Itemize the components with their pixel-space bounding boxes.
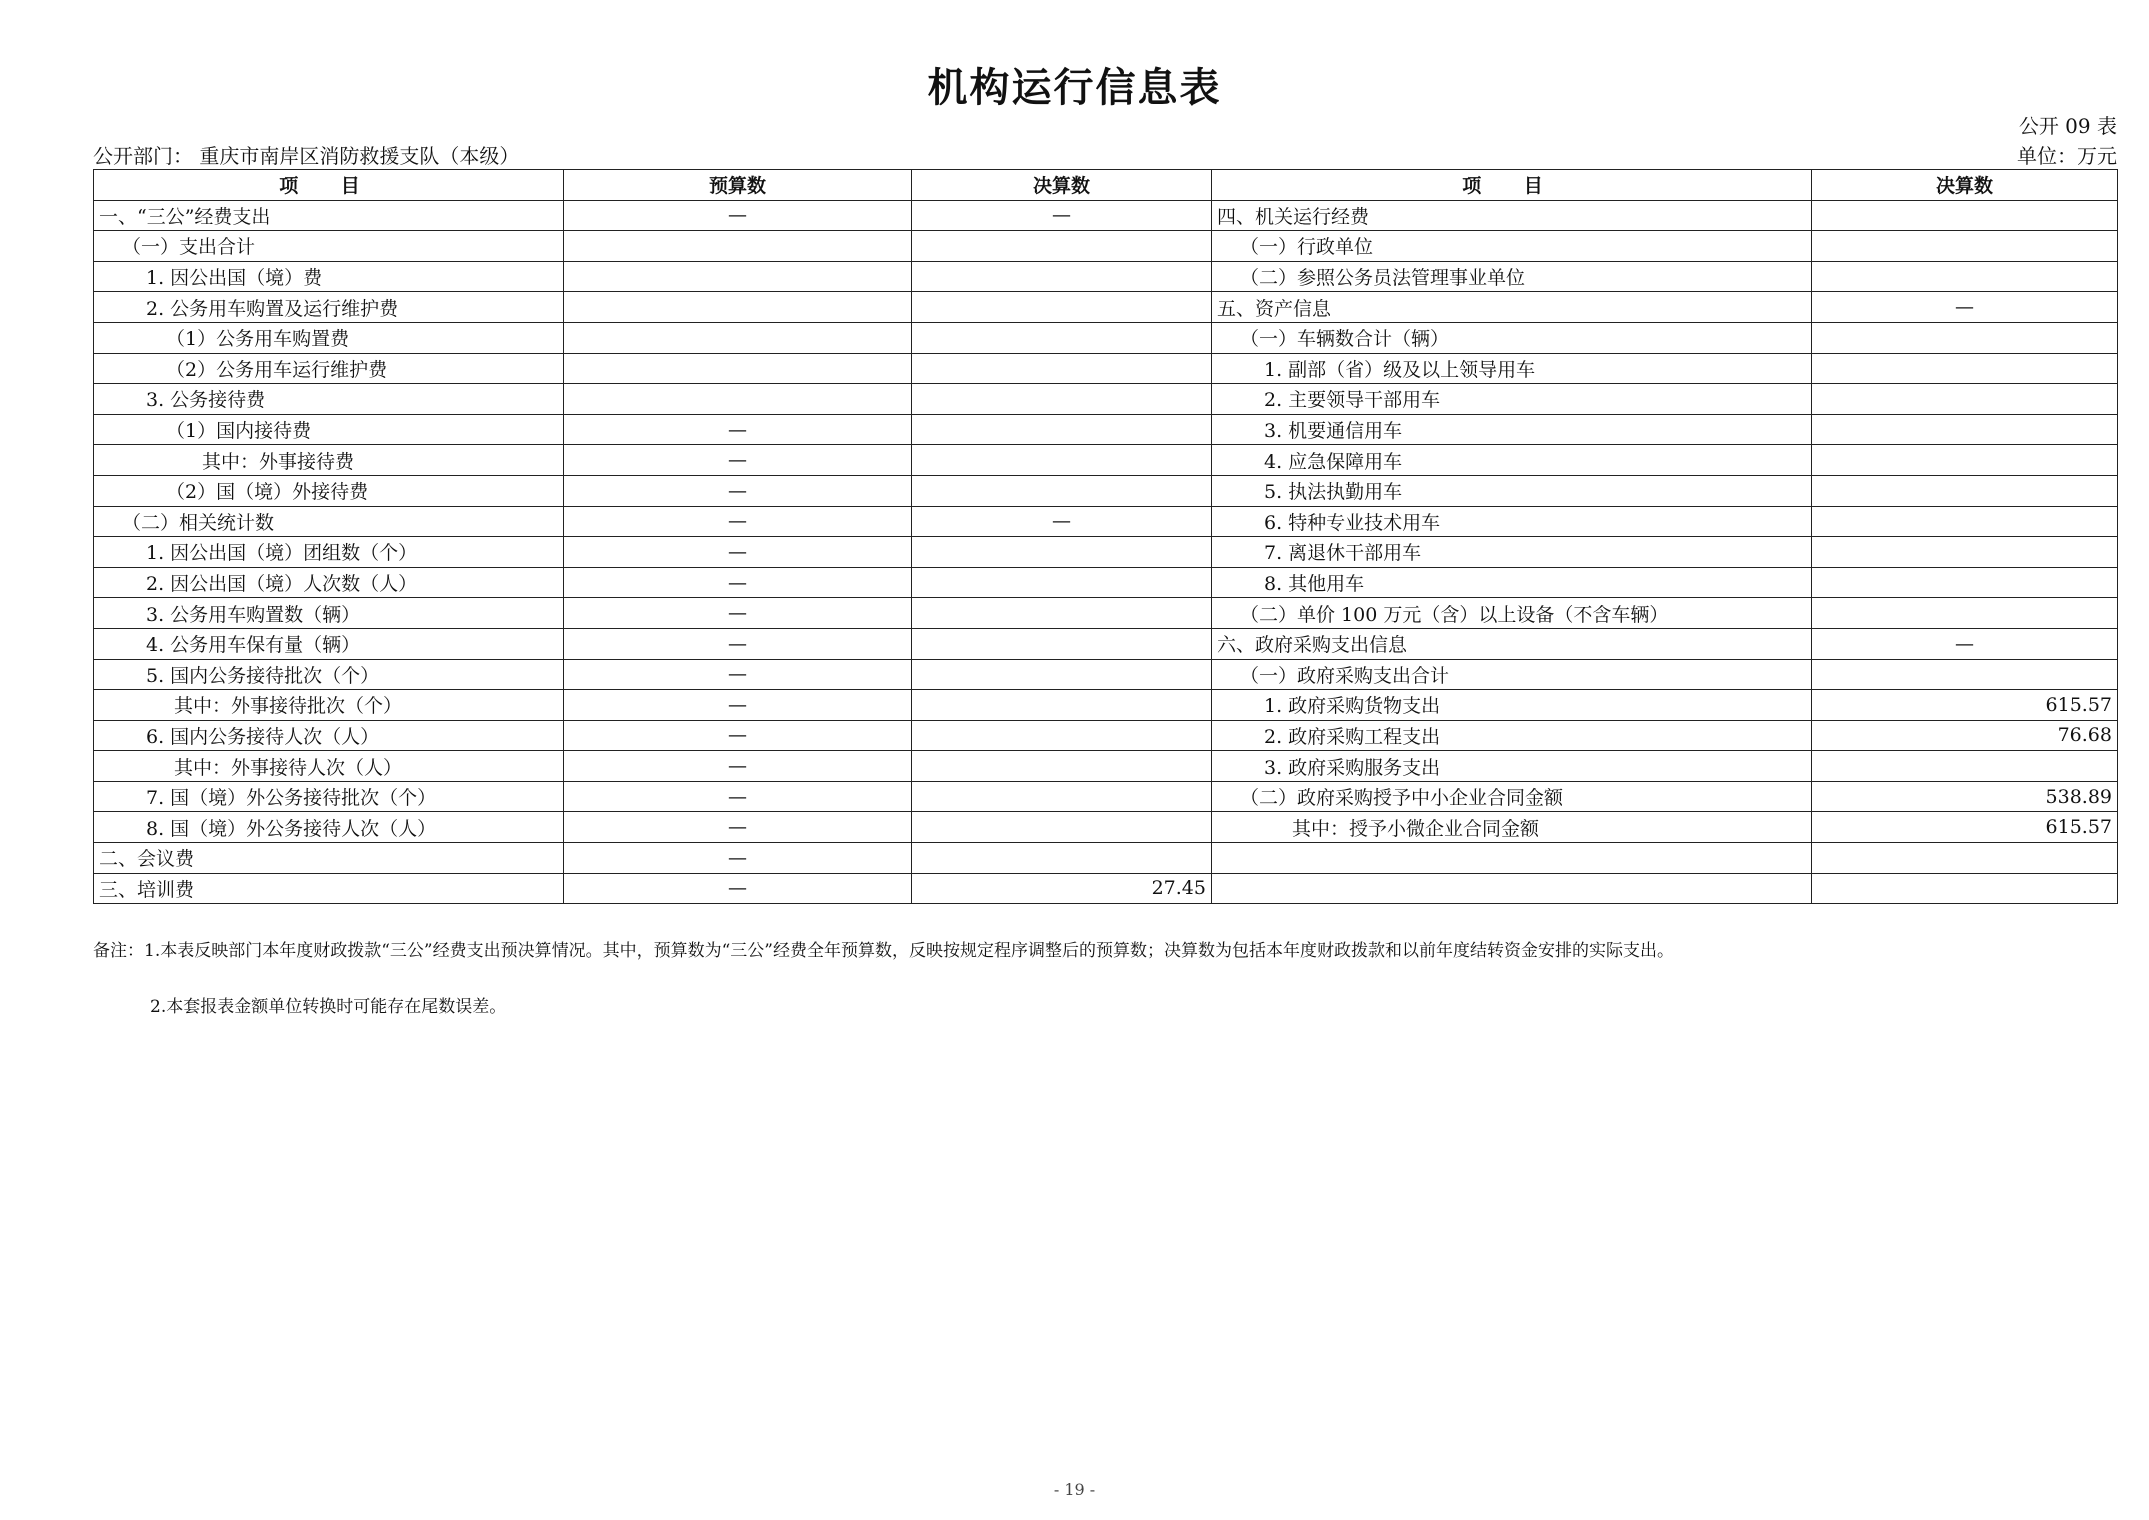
table-row	[94, 598, 2118, 629]
final-cell	[912, 414, 1212, 445]
row-label: 4. 公务用车保有量（辆）	[94, 628, 564, 659]
row-label: 5. 国内公务接待批次（个）	[94, 659, 564, 690]
row-label: 1. 政府采购货物支出	[1212, 690, 1812, 721]
header-item: 项 目	[94, 170, 564, 201]
budget-cell: —	[564, 598, 912, 629]
row-label: （一）行政单位	[1212, 231, 1812, 262]
final-cell: 615.57	[1812, 812, 2118, 843]
row-label: 3. 机要通信用车	[1212, 414, 1812, 445]
final-cell	[1812, 659, 2118, 690]
budget-cell	[564, 384, 912, 415]
row-label: 四、机关运行经费	[1212, 200, 1812, 231]
row-label	[1212, 843, 1812, 874]
info-table	[93, 169, 2118, 904]
row-label: 3. 公务用车购置数（辆）	[94, 598, 564, 629]
header-final-right: 决算数	[1812, 170, 2118, 201]
budget-cell: —	[564, 690, 912, 721]
budget-cell	[564, 353, 912, 384]
final-cell	[1812, 843, 2118, 874]
unit-label: 单位：万元	[2017, 144, 2117, 168]
budget-cell: —	[564, 445, 912, 476]
page-title: 机构运行信息表	[927, 65, 1222, 111]
final-cell	[912, 537, 1212, 568]
final-cell	[1812, 751, 2118, 782]
table-row	[94, 720, 2118, 751]
row-label: 1. 因公出国（境）团组数（个）	[94, 537, 564, 568]
budget-cell	[564, 292, 912, 323]
row-label: 其中：授予小微企业合同金额	[1212, 812, 1812, 843]
final-cell	[912, 690, 1212, 721]
budget-cell	[564, 261, 912, 292]
row-label: （二）参照公务员法管理事业单位	[1212, 261, 1812, 292]
budget-cell: —	[564, 506, 912, 537]
row-label: （二）政府采购授予中小企业合同金额	[1212, 781, 1812, 812]
final-cell	[912, 628, 1212, 659]
final-cell	[912, 812, 1212, 843]
final-cell	[1812, 537, 2118, 568]
row-label: （2）公务用车运行维护费	[94, 353, 564, 384]
table-row	[94, 231, 2118, 262]
final-cell	[1812, 598, 2118, 629]
row-label	[1212, 873, 1812, 904]
final-cell	[1812, 414, 2118, 445]
final-cell: —	[912, 506, 1212, 537]
table-row	[94, 812, 2118, 843]
budget-cell: —	[564, 567, 912, 598]
table-row	[94, 322, 2118, 353]
table-row	[94, 659, 2118, 690]
budget-cell: —	[564, 659, 912, 690]
header-item-right: 项 目	[1212, 170, 1812, 201]
final-cell	[912, 751, 1212, 782]
table-row	[94, 567, 2118, 598]
table-row	[94, 506, 2118, 537]
final-cell	[1812, 475, 2118, 506]
final-cell	[1812, 873, 2118, 904]
final-cell	[1812, 445, 2118, 476]
final-cell	[912, 353, 1212, 384]
row-label: （二）相关统计数	[94, 506, 564, 537]
table-number: 公开 09 表	[2018, 114, 2117, 138]
final-cell	[1812, 231, 2118, 262]
final-cell	[912, 231, 1212, 262]
row-label: 1. 因公出国（境）费	[94, 261, 564, 292]
budget-cell: —	[564, 751, 912, 782]
budget-cell	[564, 231, 912, 262]
final-cell	[1812, 322, 2118, 353]
final-cell: —	[1812, 292, 2118, 323]
table-header-row	[94, 170, 2118, 201]
budget-cell: —	[564, 873, 912, 904]
note-1: 备注：1.本表反映部门本年度财政拨款“三公”经费支出预决算情况。其中，预算数为“三公”经费全年预算数，反映按规定程序调整后的预算数；决算数为包括本年度财政拨款和以前年度结转资金安排的实际支出。	[93, 941, 1674, 961]
row-label: 2. 主要领导干部用车	[1212, 384, 1812, 415]
row-label: （2）国（境）外接待费	[94, 475, 564, 506]
table-row	[94, 414, 2118, 445]
row-label: 三、培训费	[94, 873, 564, 904]
row-label: 2. 因公出国（境）人次数（人）	[94, 567, 564, 598]
budget-cell: —	[564, 781, 912, 812]
page-number: - 19 -	[1053, 1480, 1096, 1499]
budget-cell: —	[564, 812, 912, 843]
row-label: 3. 公务接待费	[94, 384, 564, 415]
department-label: 公开部门： 重庆市南岸区消防救援支队（本级）	[93, 144, 520, 168]
row-label: （1）国内接待费	[94, 414, 564, 445]
row-label: 8. 国（境）外公务接待人次（人）	[94, 812, 564, 843]
table-row	[94, 261, 2118, 292]
final-cell	[1812, 353, 2118, 384]
row-label: 8. 其他用车	[1212, 567, 1812, 598]
row-label: 7. 国（境）外公务接待批次（个）	[94, 781, 564, 812]
row-label: 3. 政府采购服务支出	[1212, 751, 1812, 782]
row-label: 六、政府采购支出信息	[1212, 628, 1812, 659]
note-2: 2.本套报表金额单位转换时可能存在尾数误差。	[150, 997, 507, 1017]
table-row	[94, 843, 2118, 874]
final-cell	[912, 322, 1212, 353]
row-label: 4. 应急保障用车	[1212, 445, 1812, 476]
final-cell	[1812, 261, 2118, 292]
final-cell	[912, 598, 1212, 629]
header-final: 决算数	[912, 170, 1212, 201]
budget-cell: —	[564, 628, 912, 659]
row-label: 6. 特种专业技术用车	[1212, 506, 1812, 537]
final-cell	[1812, 384, 2118, 415]
final-cell	[912, 567, 1212, 598]
final-cell	[912, 261, 1212, 292]
final-cell: 76.68	[1812, 720, 2118, 751]
row-label: （一）车辆数合计（辆）	[1212, 322, 1812, 353]
row-label: 其中：外事接待批次（个）	[94, 690, 564, 721]
row-label: 6. 国内公务接待人次（人）	[94, 720, 564, 751]
budget-cell: —	[564, 843, 912, 874]
row-label: 二、会议费	[94, 843, 564, 874]
row-label: （二）单价 100 万元（含）以上设备（不含车辆）	[1212, 598, 1812, 629]
row-label: （一）政府采购支出合计	[1212, 659, 1812, 690]
table-row	[94, 628, 2118, 659]
budget-cell: —	[564, 720, 912, 751]
final-cell	[1812, 506, 2118, 537]
final-cell	[1812, 567, 2118, 598]
budget-cell: —	[564, 475, 912, 506]
table-row	[94, 200, 2118, 231]
header-budget: 预算数	[564, 170, 912, 201]
final-cell	[912, 720, 1212, 751]
row-label: 5. 执法执勤用车	[1212, 475, 1812, 506]
row-label: 7. 离退休干部用车	[1212, 537, 1812, 568]
table-row	[94, 873, 2118, 904]
row-label: （一）支出合计	[94, 231, 564, 262]
table-row	[94, 537, 2118, 568]
final-cell: 615.57	[1812, 690, 2118, 721]
budget-cell	[564, 322, 912, 353]
budget-cell: —	[564, 414, 912, 445]
final-cell	[912, 475, 1212, 506]
row-label: 1. 副部（省）级及以上领导用车	[1212, 353, 1812, 384]
table-row	[94, 690, 2118, 721]
table-row	[94, 751, 2118, 782]
row-label: 其中：外事接待费	[94, 445, 564, 476]
row-label: 2. 公务用车购置及运行维护费	[94, 292, 564, 323]
final-cell: —	[912, 200, 1212, 231]
table-row	[94, 781, 2118, 812]
final-cell	[912, 843, 1212, 874]
table-row	[94, 384, 2118, 415]
budget-cell: —	[564, 537, 912, 568]
budget-cell: —	[564, 200, 912, 231]
final-cell	[912, 659, 1212, 690]
final-cell: 27.45	[912, 873, 1212, 904]
final-cell	[912, 292, 1212, 323]
table-row	[94, 445, 2118, 476]
table-row	[94, 475, 2118, 506]
final-cell	[912, 445, 1212, 476]
row-label: 一、“三公”经费支出	[94, 200, 564, 231]
final-cell	[912, 384, 1212, 415]
row-label: （1）公务用车购置费	[94, 322, 564, 353]
final-cell	[1812, 200, 2118, 231]
final-cell: 538.89	[1812, 781, 2118, 812]
row-label: 五、资产信息	[1212, 292, 1812, 323]
final-cell	[912, 781, 1212, 812]
table-row	[94, 292, 2118, 323]
row-label: 其中：外事接待人次（人）	[94, 751, 564, 782]
table-row	[94, 353, 2118, 384]
final-cell: —	[1812, 628, 2118, 659]
row-label: 2. 政府采购工程支出	[1212, 720, 1812, 751]
